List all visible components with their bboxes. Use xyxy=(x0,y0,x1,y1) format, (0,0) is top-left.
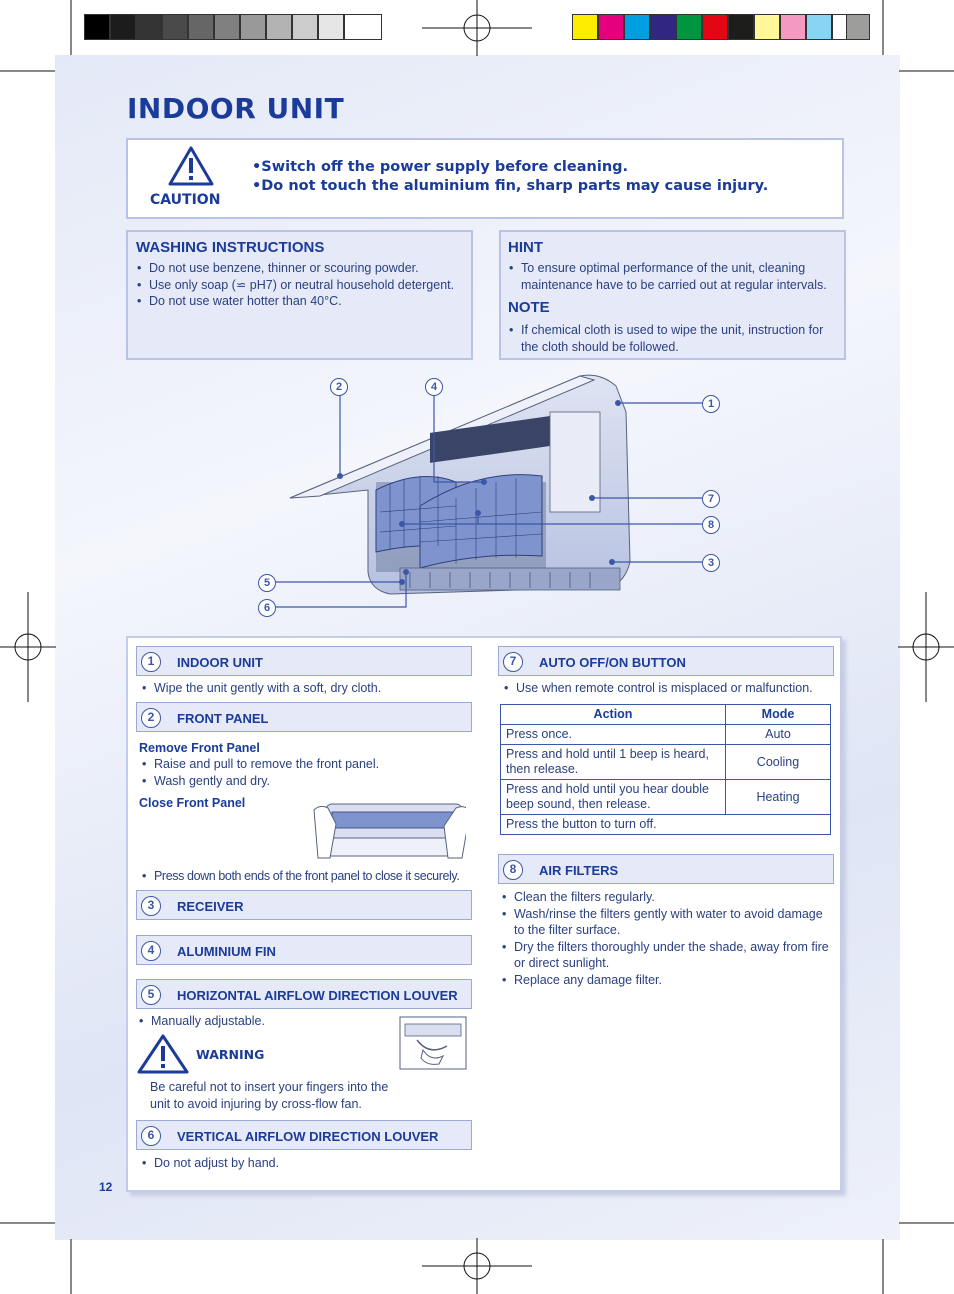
list-item: • Wipe the unit gently with a soft, dry cloth. xyxy=(140,680,470,697)
callout-1: 1 xyxy=(702,395,720,413)
warning-label: WARNING xyxy=(196,1047,265,1062)
section-title: FRONT PANEL xyxy=(177,711,269,726)
indoor-unit-list xyxy=(140,680,470,697)
table-cell: Press and hold until you hear double beep sound, then release. xyxy=(501,780,726,815)
list-item: • Manually adjustable. xyxy=(137,1013,387,1030)
section-auto-button xyxy=(498,646,834,676)
page-number: 12 xyxy=(99,1180,113,1194)
callout-3: 3 xyxy=(702,554,720,572)
section-air-filters xyxy=(498,854,834,884)
section-title: ALUMINIUM FIN xyxy=(177,944,276,959)
section-title: INDOOR UNIT xyxy=(177,655,263,670)
list-item: • Do not use water hotter than 40°C. xyxy=(135,293,465,310)
warning-text: Be careful not to insert your fingers into the unit to avoid injuring by cross-flow fan. xyxy=(150,1080,389,1111)
remove-front-panel-list xyxy=(140,756,470,789)
section-title: HORIZONTAL AIRFLOW DIRECTION LOUVER xyxy=(177,988,458,1003)
callout-5: 5 xyxy=(258,574,276,592)
section-horizontal-louver xyxy=(136,979,472,1009)
horizontal-louver-list xyxy=(137,1013,387,1030)
callout-6: 6 xyxy=(258,599,276,617)
note-title: NOTE xyxy=(508,299,550,316)
list-item: • Do not use benzene, thinner or scouring powder. xyxy=(135,260,465,277)
list-item: • Clean the filters regularly. xyxy=(500,889,830,906)
table-cell: Press once. xyxy=(501,725,726,745)
warning-icon xyxy=(137,1034,189,1074)
table-row xyxy=(501,815,831,835)
close-front-panel-heading: Close Front Panel xyxy=(139,796,246,810)
list-item: • Wash gently and dry. xyxy=(140,773,470,790)
table-cell: Press and hold until 1 beep is heard, then release. xyxy=(501,745,726,780)
table-row xyxy=(501,745,831,780)
table-cell: Auto xyxy=(726,725,831,745)
caution-label: CAUTION xyxy=(150,192,221,208)
vertical-louver-list xyxy=(140,1155,470,1172)
caution-line: •Do not touch the aluminium fin, sharp parts may cause injury. xyxy=(252,178,769,194)
table-cell: Press the button to turn off. xyxy=(501,815,831,835)
table-header-mode: Mode xyxy=(726,705,831,725)
callout-2: 2 xyxy=(330,378,348,396)
section-number: 2 xyxy=(141,708,161,728)
list-item: • Raise and pull to remove the front panel. xyxy=(140,756,470,773)
table-cell: Cooling xyxy=(726,745,831,780)
list-item: • If chemical cloth is used to wipe the unit, instruction for the cloth should be followed. xyxy=(507,322,837,355)
section-number: 1 xyxy=(141,652,161,672)
section-front-panel xyxy=(136,702,472,732)
table-header-action: Action xyxy=(501,705,726,725)
section-number: 5 xyxy=(141,985,161,1005)
list-item: • Wash/rinse the filters gently with water to avoid damage to the filter surface. xyxy=(500,906,830,939)
callout-8: 8 xyxy=(702,516,720,534)
list-item: • To ensure optimal performance of the unit, cleaning maintenance have to be carried out at regular intervals. xyxy=(507,260,837,293)
close-front-panel-list xyxy=(140,868,470,885)
list-item: • Press down both ends of the front panel to close it securely. xyxy=(140,868,470,885)
table-row xyxy=(501,725,831,745)
list-item: • Do not adjust by hand. xyxy=(140,1155,470,1172)
page-title: INDOOR UNIT xyxy=(127,92,345,125)
table-row xyxy=(501,780,831,815)
section-title: AUTO OFF/ON BUTTON xyxy=(539,655,686,670)
air-filters-list xyxy=(500,889,830,988)
callout-7: 7 xyxy=(702,490,720,508)
louver-adjust-illustration xyxy=(399,1016,467,1070)
list-item: • Use when remote control is misplaced or malfunction. xyxy=(502,680,832,697)
auto-button-table xyxy=(500,704,831,835)
section-number: 6 xyxy=(141,1126,161,1146)
list-item: • Replace any damage filter. xyxy=(500,972,830,989)
auto-button-list xyxy=(502,680,832,697)
callout-4: 4 xyxy=(425,378,443,396)
section-title: RECEIVER xyxy=(177,899,244,914)
section-title: AIR FILTERS xyxy=(539,863,619,878)
section-receiver xyxy=(136,890,472,920)
section-vertical-louver xyxy=(136,1120,472,1150)
close-panel-illustration xyxy=(306,796,466,862)
section-number: 4 xyxy=(141,941,161,961)
list-item: • Dry the filters thoroughly under the shade, away from fire or direct sunlight. xyxy=(500,939,830,972)
washing-title: WASHING INSTRUCTIONS xyxy=(136,239,325,256)
section-number: 7 xyxy=(503,652,523,672)
hint-title: HINT xyxy=(508,239,543,256)
remove-front-panel-heading: Remove Front Panel xyxy=(139,741,260,755)
table-cell: Heating xyxy=(726,780,831,815)
caution-line: •Switch off the power supply before cleaning. xyxy=(252,159,629,175)
list-item: • Use only soap (⋍ pH7) or neutral household detergent. xyxy=(135,277,465,294)
section-number: 8 xyxy=(503,860,523,880)
section-number: 3 xyxy=(141,896,161,916)
section-title: VERTICAL AIRFLOW DIRECTION LOUVER xyxy=(177,1129,439,1144)
section-indoor-unit xyxy=(136,646,472,676)
section-aluminium-fin xyxy=(136,935,472,965)
